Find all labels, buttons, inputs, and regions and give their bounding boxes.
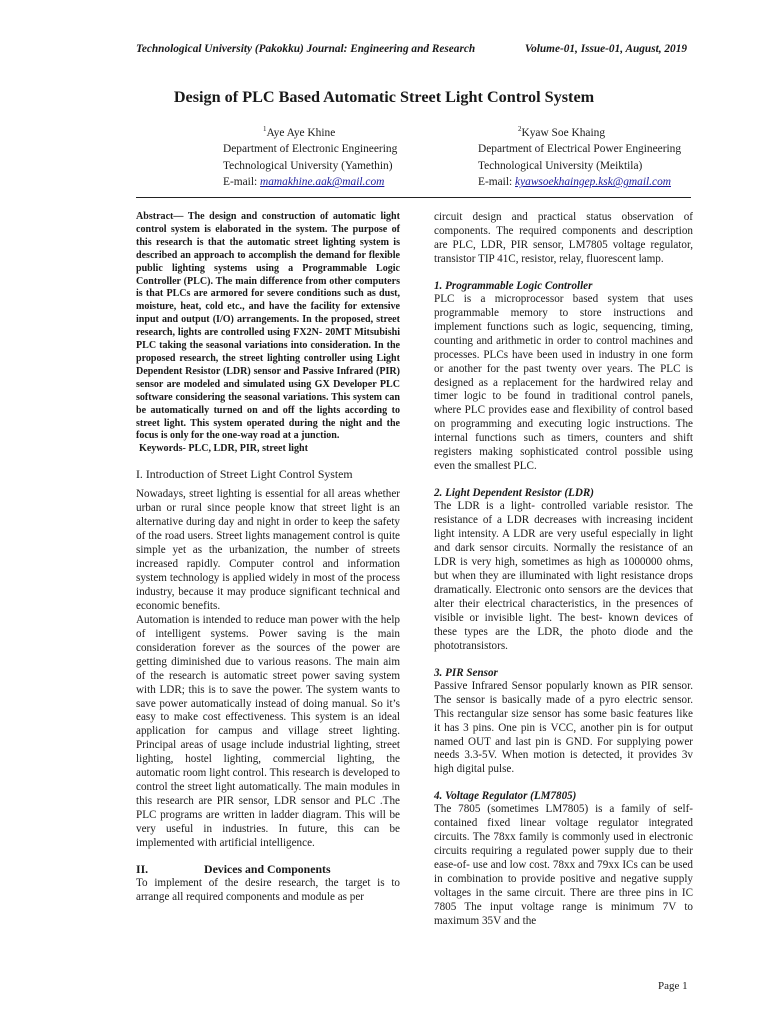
- section-title: Devices and Components: [204, 862, 331, 876]
- subsection-heading-regulator: 4. Voltage Regulator (LM7805): [434, 790, 577, 803]
- abstract: Abstract— The design and construction of automatic light control system is elaborated in the system. The purpose of this research is that the automatic street lighting system is described an approach to accomplish the demand for flexible public lighting systems using a Programmable Logic Controller (PLC). The main difference from other computers is that PLCs are armored for severe conditions such as dust, moisture, heat, cold etc., and have the facility for extensive input and output (I/O) arrangements. In the proposed, street research, lights are controlled using FX2N- 20MT Mitsubishi PLC taking the seasonal variations into consideration. In the proposed research, the street lighting controller using Light Dependent Resistor (LDR) sensor and Passive Infrared (PIR) sensor are modeled and simulated using GX Developer PLC software considering the seasonal variations. This system can be automatically turned on and off the lights according to street light. This system operated during the night and the focus is only for the one-way road at a junction.: [136, 211, 400, 442]
- paragraph: Nowadays, street lighting is essential for all areas whether urban or rural since people know that street light is an alternative during day and night in order to keep the safety of the road users. Street lights management control is quite simple yet as the urbanization, the number of streets increased rapidly. Computer control and information system technology is applied widely in most of the process industry, because it may produce significant technical and economic benefits.: [136, 488, 400, 612]
- section-heading-devices: [136, 862, 400, 877]
- paragraph: Automation is intended to reduce man power with the help of intelligent systems. Power saving is the main consideration forever as the sources of the power are getting diminished due to various reasons. The main aim of the research is automatic street power saving system with LDR; this is to save the power. The system wants to save power automatically instead of doing manual. So it’s easy to make cost effectiveness. This system is an ideal application for campus and village street lighting. Principal areas of usage include industrial lighting, street lighting, hostel lighting, commercial lighting, the automatic room light control. This research is developed to control the street light automatically. The main modules in this research are PIR sensor, LDR sensor and PLC .The PLC programs are written in ladder diagram. This will be very useful in industries. In future, this can be implemented with artificial intelligence.: [136, 613, 400, 850]
- left-column: [136, 211, 400, 905]
- subsection-heading-plc: 1. Programmable Logic Controller: [434, 279, 593, 292]
- email-label: E-mail:: [223, 176, 261, 189]
- subsection-heading-pir: 3. PIR Sensor: [434, 666, 498, 679]
- section-number: II.: [136, 862, 149, 876]
- volume-info: Volume-01, Issue-01, August, 2019: [524, 43, 687, 55]
- author-university: Technological University (Meiktila): [478, 159, 643, 172]
- email-label: E-mail:: [478, 176, 516, 189]
- author-department: Department of Electronic Engineering: [223, 143, 398, 156]
- paragraph: circuit design and practical status observation of components. The required components and description are PLC, LDR, PIR sensor, LM7805 voltage regulator, transistor TIP 41C, resistor, relay, fluorescent lamp.: [434, 211, 693, 265]
- journal-name: Technological University (Pakokku) Journal: Engineering and Research: [136, 43, 476, 55]
- author-department: Department of Electrical Power Engineering: [478, 143, 682, 156]
- paper-title: Design of PLC Based Automatic Street Light Control System: [173, 88, 595, 106]
- author-block-2: [478, 121, 681, 191]
- paragraph: PLC is a microprocessor based system that uses programmable memory to store instructions and implement functions such as logic, sequencing, timing, counting and arithmetic in order to control machines and processes. PLCs have been used in industry in one form or another for the past twenty over years. The PLC is designed as a replacement for the hardwired relay and timer logic to be found in traditional control panels, where PLC provides ease and flexibility of control based on programming and executing logic instructions. The internal functions such as timers, counters and shift registers making sophisticated control possible using even the smallest PLC.: [434, 292, 693, 473]
- header-divider: [136, 197, 691, 198]
- paragraph: Passive Infrared Sensor popularly known as PIR sensor. The sensor is basically made of a pyro electric sensor. This rectangular size sensor has some basic features like it has 3 pins. One pin is VCC, another pin is for output named OUT and last pin is GND. For supplying power needs 3.3-5V. When motion is detected, it provides 3v high digital pulse.: [434, 679, 693, 776]
- email-link[interactable]: mamakhine.aak@mail.com: [260, 176, 385, 189]
- section-heading-introduction: I. Introduction of Street Light Control System: [136, 467, 353, 482]
- subsection-heading-ldr: 2. Light Dependent Resistor (LDR): [434, 487, 594, 500]
- paragraph: To implement of the desire research, the target is to arrange all required components and module as per: [136, 877, 400, 903]
- email-link[interactable]: kyawsoekhaingep.ksk@gmail.com: [515, 176, 671, 189]
- author-university: Technological University (Yamethin): [223, 159, 393, 172]
- paragraph: The 7805 (sometimes LM7805) is a family of self-contained fixed linear voltage regulator integrated circuits. The 78xx family is commonly used in electronic circuits requiring a regulated power supply due to their ease-of- use and low cost. 78xx and 79xx ICs can be used in combination to provide positive and negative supply voltages in the same circuit. There are three pins in IC 7805 The input voltage range is minimum 7V to maximum 35V and the: [434, 803, 693, 927]
- page-number: Page 1: [658, 980, 688, 992]
- paragraph: The LDR is a light- controlled variable resistor. The resistance of a LDR decreases with increasing incident light intensity. A LDR are very useful especially in light and dark sensor circuits. Normally the resistance of an LDR is very high, sometimes as high as 1000000 ohms, but when they are illuminated with light resistance drops dramatically. Electronic onto sensors are the devices that alter their electrical characteristics, in the presences of visible or invisible light. The best- known devices of these types are the LDR, the photo diode and the phototransistors.: [434, 500, 693, 652]
- author-block-1: [223, 121, 397, 191]
- author-affiliation-marker: 2: [518, 125, 522, 133]
- right-column: [434, 211, 693, 929]
- keywords: Keywords- PLC, LDR, PIR, street light: [139, 443, 308, 455]
- author-affiliation-marker: 1: [263, 125, 267, 133]
- author-name: Kyaw Soe Khaing: [521, 127, 606, 139]
- author-name: Aye Aye Khine: [266, 127, 336, 139]
